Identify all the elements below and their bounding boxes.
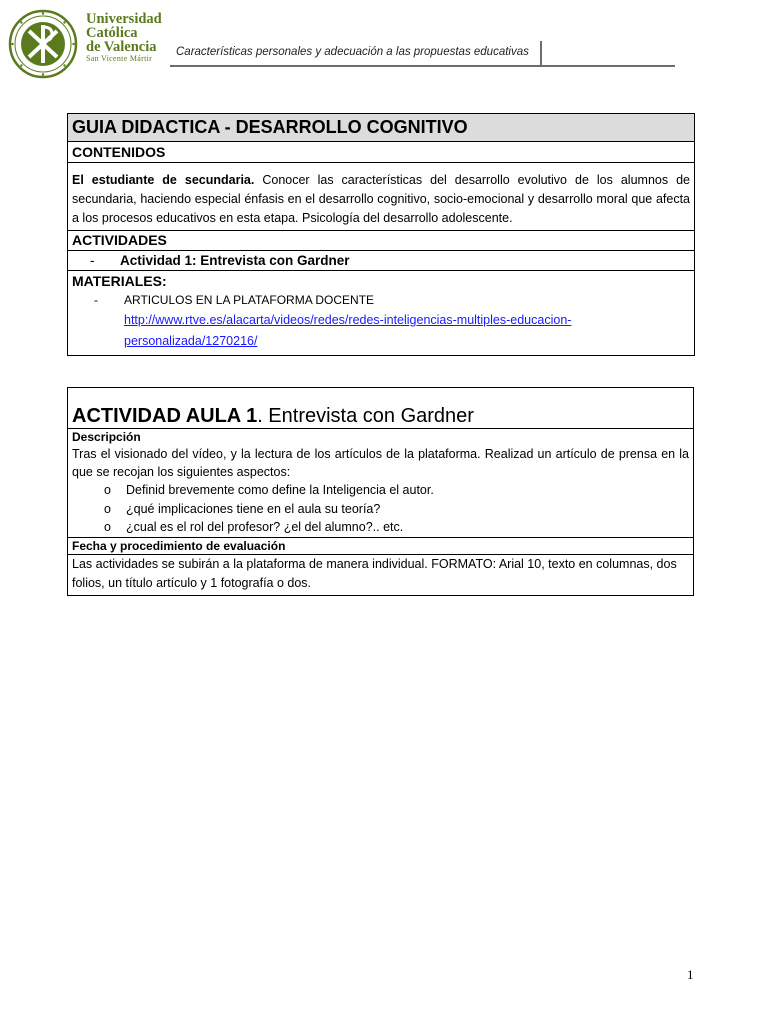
university-name-line2: Católica bbox=[86, 25, 138, 41]
bullet-marker: o bbox=[104, 483, 111, 497]
material-video-link[interactable]: http://www.rtve.es/alacarta/videos/redes/redes-inteligencias-multiples-educacion-personalizada/1270216/ bbox=[124, 313, 572, 348]
activity-table bbox=[67, 387, 694, 596]
material-list-item bbox=[72, 291, 690, 310]
dash-marker: - bbox=[90, 253, 95, 268]
activity-title-bold: ACTIVIDAD AULA 1 bbox=[72, 405, 258, 427]
bullet-marker: o bbox=[104, 501, 111, 516]
document-header-title: Características personales y adecuación a las propuestas educativas bbox=[176, 46, 529, 58]
contents-text: Conocer las características del desarrollo evolutivo de los alumnos de secundaria, haciendo especial énfasis en el desarrollo cognitivo, socio-emocional y desarrollo moral que afecta a los procesos educativos en esta etapa. Psicología del desarrollo adolescente. bbox=[72, 173, 690, 225]
university-name bbox=[86, 12, 162, 63]
activity-item-label: Actividad 1: Entrevista con Gardner bbox=[120, 253, 350, 268]
university-name-line3: de Valencia bbox=[86, 39, 157, 55]
bullet-text: Definid brevemente como define la Inteligencia el autor. bbox=[126, 483, 434, 497]
materials-heading: MATERIALES: bbox=[72, 273, 167, 289]
bullet-marker: o bbox=[104, 520, 111, 534]
description-heading: Descripción bbox=[72, 430, 141, 444]
header-divider-horizontal bbox=[170, 65, 675, 67]
activity-list-item bbox=[68, 251, 695, 271]
material-item-label: ARTICULOS EN LA PLATAFORMA DOCENTE bbox=[124, 293, 375, 307]
university-logo-icon bbox=[8, 9, 78, 79]
page-number: 1 bbox=[687, 967, 694, 982]
header-divider-vertical bbox=[540, 41, 542, 65]
description-bullet bbox=[72, 481, 689, 500]
materials-cell bbox=[68, 271, 695, 356]
university-subline: San Vicente Mártir bbox=[86, 54, 153, 63]
description-text: Tras el visionado del vídeo, y la lectura de los artículos de la plataforma. Realizad un artículo de prensa en la que se recojan los siguientes aspectos: bbox=[72, 447, 689, 479]
description-bullet bbox=[72, 518, 689, 537]
contents-lead: El estudiante de secundaria. bbox=[72, 173, 255, 187]
contents-body bbox=[68, 163, 695, 231]
dash-marker: - bbox=[94, 293, 98, 307]
activity-title-rest: . Entrevista con Gardner bbox=[257, 405, 474, 427]
bullet-text: ¿cual es el rol del profesor? ¿el del alumno?.. etc. bbox=[126, 520, 404, 534]
activity-title bbox=[68, 388, 694, 429]
evaluation-text: Las actividades se subirán a la plataforma de manera individual. FORMATO: Arial 10, texto en columnas, dos folios, un título artículo y 1 fotografía o dos. bbox=[68, 554, 694, 595]
evaluation-heading: Fecha y procedimiento de evaluación bbox=[68, 537, 694, 554]
guide-title: GUIA DIDACTICA - DESARROLLO COGNITIVO bbox=[68, 114, 695, 142]
activities-heading: ACTIVIDADES bbox=[68, 231, 695, 251]
contents-heading: CONTENIDOS bbox=[68, 142, 695, 163]
description-bullet bbox=[72, 500, 689, 519]
description-cell bbox=[68, 429, 694, 538]
bullet-text: ¿qué implicaciones tiene en el aula su teoría? bbox=[126, 501, 381, 516]
guide-table bbox=[67, 113, 695, 356]
university-name-line1: Universidad bbox=[86, 11, 162, 27]
